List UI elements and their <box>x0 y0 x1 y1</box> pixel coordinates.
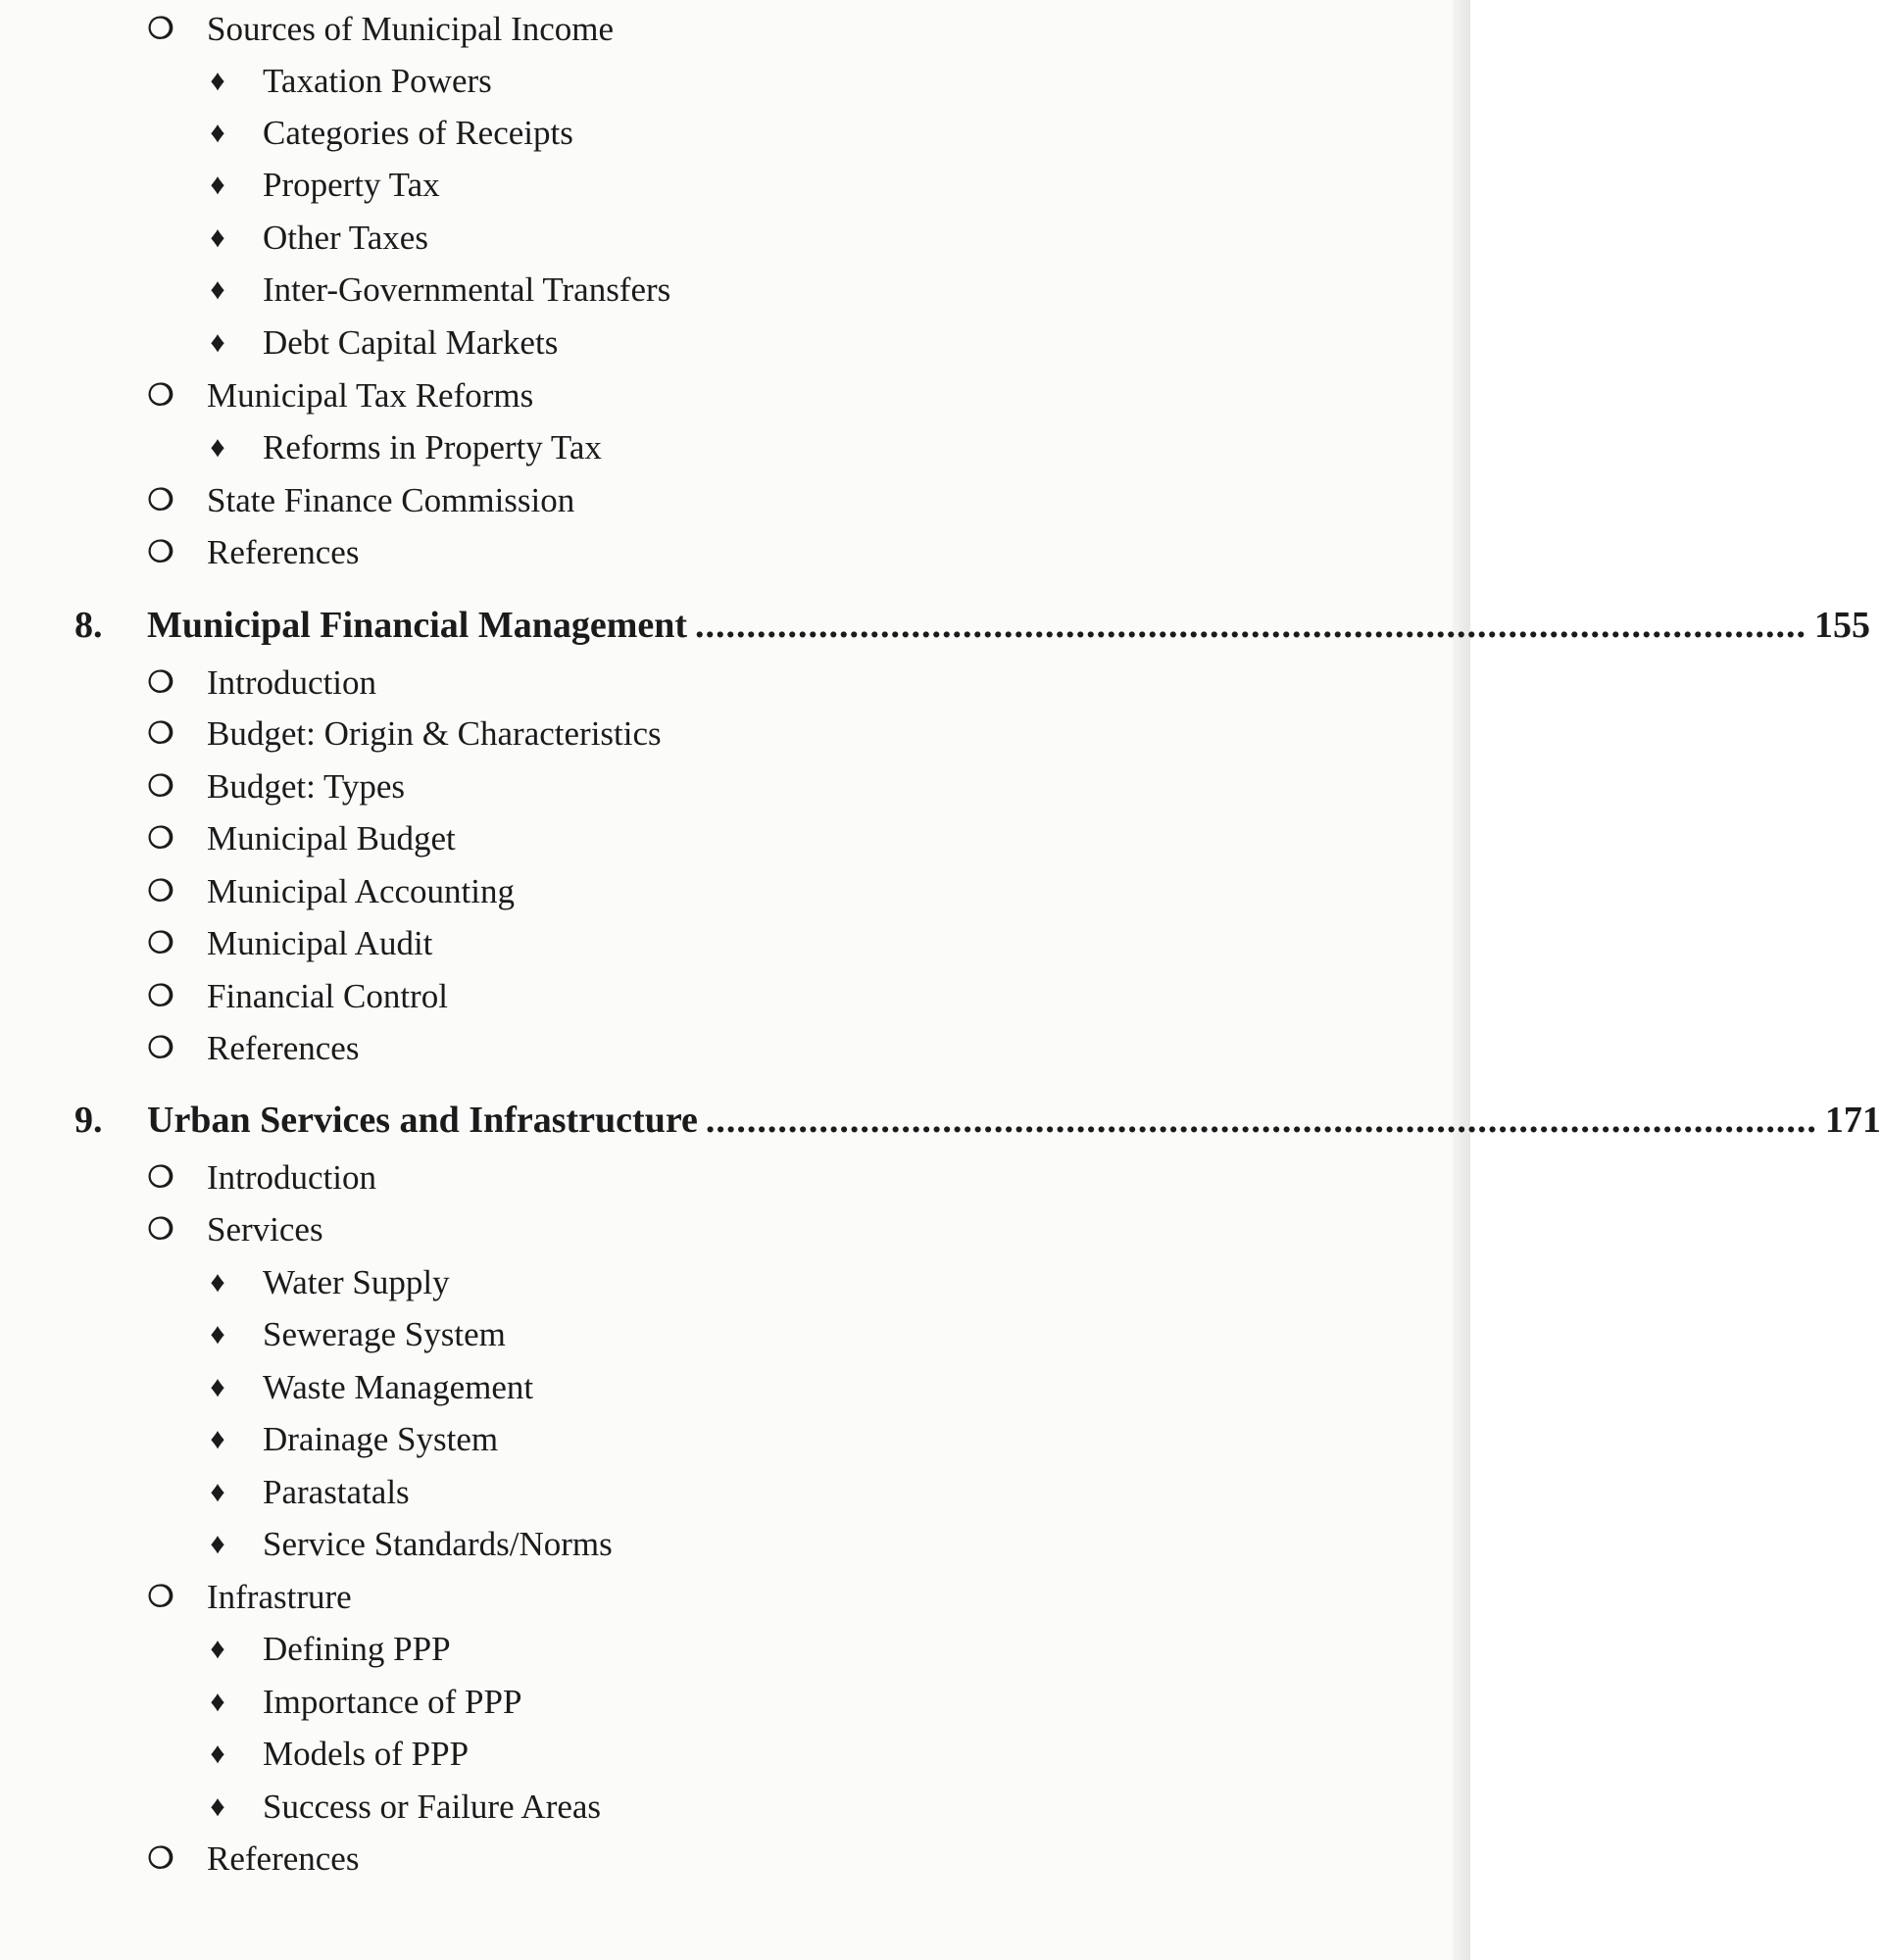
chapter-number: 9. <box>74 1100 103 1141</box>
chapter-page-number: 171 <box>1824 1100 1881 1141</box>
section-bullet-icon: ❍ <box>147 1032 174 1064</box>
subsection-bullet-icon: ♦ <box>210 221 225 254</box>
toc-subentry-label: Defining PPP <box>263 1630 451 1668</box>
toc-subentry-label: Drainage System <box>263 1420 499 1458</box>
toc-subentry-label: Importance of PPP <box>263 1683 522 1721</box>
subsection-bullet-icon: ♦ <box>210 1790 225 1823</box>
section-bullet-icon: ❍ <box>147 1842 174 1875</box>
chapter-page-number: 155 <box>1814 605 1870 646</box>
toc-subentry-label: Parastatals <box>263 1473 410 1511</box>
section-bullet-icon: ❍ <box>147 927 174 959</box>
toc-subentry-label: Debt Capital Markets <box>263 323 559 362</box>
subsection-bullet-icon: ♦ <box>210 1686 225 1718</box>
toc-subentry-label: Water Supply <box>263 1263 450 1301</box>
section-bullet-icon: ❍ <box>147 770 174 803</box>
section-bullet-icon: ❍ <box>147 822 174 855</box>
toc-entry-label: Budget: Origin & Characteristics <box>207 714 662 753</box>
chapter-title-line <box>147 1091 1881 1150</box>
section-bullet-icon: ❍ <box>147 13 174 45</box>
subsection-bullet-icon: ♦ <box>210 1528 225 1560</box>
section-bullet-icon: ❍ <box>147 484 174 516</box>
toc-subentry-label: Other Taxes <box>263 219 428 257</box>
toc-entry-label: Infrastrure <box>207 1578 352 1616</box>
subsection-bullet-icon: ♦ <box>210 169 225 201</box>
toc-entry-label: State Finance Commission <box>207 481 575 519</box>
chapter-heading[interactable] <box>0 1091 1881 1150</box>
subsection-bullet-icon: ♦ <box>210 431 225 464</box>
toc-subentry-label: Sewerage System <box>263 1315 506 1353</box>
chapter-title: Urban Services and Infrastructure <box>147 1100 698 1141</box>
toc-subentry-label: Waste Management <box>263 1368 534 1406</box>
toc-entry-label: References <box>207 533 360 571</box>
dot-leader: ............................................................................................................ <box>695 605 1807 646</box>
toc-entry-label: Introduction <box>207 1158 377 1197</box>
toc-entry-label: Financial Control <box>207 977 448 1015</box>
subsection-bullet-icon: ♦ <box>210 273 225 306</box>
section-bullet-icon: ❍ <box>147 1161 174 1194</box>
toc-entry-label: Budget: Types <box>207 767 406 806</box>
toc-entry-label: Municipal Audit <box>207 924 433 962</box>
subsection-bullet-icon: ♦ <box>210 1738 225 1770</box>
toc-subentry-label: Taxation Powers <box>263 62 492 100</box>
subsection-bullet-icon: ♦ <box>210 1476 225 1508</box>
toc-subentry-label: Property Tax <box>263 166 440 204</box>
section-bullet-icon: ❍ <box>147 875 174 907</box>
toc-entry-label: References <box>207 1839 360 1878</box>
subsection-bullet-icon: ♦ <box>210 117 225 149</box>
toc-entry-label: Municipal Accounting <box>207 872 515 910</box>
toc-subentry-label: Categories of Receipts <box>263 114 573 152</box>
toc-entry-label: Services <box>207 1210 323 1249</box>
toc-subentry-label: Models of PPP <box>263 1735 470 1773</box>
chapter-number: 8. <box>74 605 103 646</box>
section-bullet-icon: ❍ <box>147 536 174 568</box>
subsection-bullet-icon: ♦ <box>210 1266 225 1298</box>
subsection-bullet-icon: ♦ <box>210 65 225 97</box>
toc-subentry-label: Reforms in Property Tax <box>263 428 602 466</box>
subsection-bullet-icon: ♦ <box>210 1318 225 1350</box>
page-edge-shadow <box>1453 0 1470 1960</box>
toc-entry-label: References <box>207 1029 360 1067</box>
chapter-title-line <box>147 596 1870 655</box>
dot-leader: ............................................................................................................ <box>705 1100 1817 1141</box>
section-bullet-icon: ❍ <box>147 379 174 412</box>
subsection-bullet-icon: ♦ <box>210 1633 225 1665</box>
toc-entry-label: Municipal Budget <box>207 819 456 858</box>
subsection-bullet-icon: ♦ <box>210 1371 225 1403</box>
toc-entry-label: Municipal Tax Reforms <box>207 376 534 415</box>
toc-subentry-label: Success or Failure Areas <box>263 1788 602 1826</box>
section-bullet-icon: ❍ <box>147 1213 174 1246</box>
section-bullet-icon: ❍ <box>147 980 174 1012</box>
toc-entry-label: Sources of Municipal Income <box>207 10 615 48</box>
section-bullet-icon: ❍ <box>147 1581 174 1613</box>
subsection-bullet-icon: ♦ <box>210 326 225 359</box>
chapter-heading[interactable] <box>0 596 1870 655</box>
section-bullet-icon: ❍ <box>147 717 174 750</box>
chapter-title: Municipal Financial Management <box>147 605 687 646</box>
section-bullet-icon: ❍ <box>147 666 174 699</box>
toc-subentry-label: Service Standards/Norms <box>263 1525 613 1563</box>
toc-entry-label: Introduction <box>207 663 377 702</box>
toc-subentry-label: Inter-Governmental Transfers <box>263 270 671 309</box>
subsection-bullet-icon: ♦ <box>210 1423 225 1455</box>
